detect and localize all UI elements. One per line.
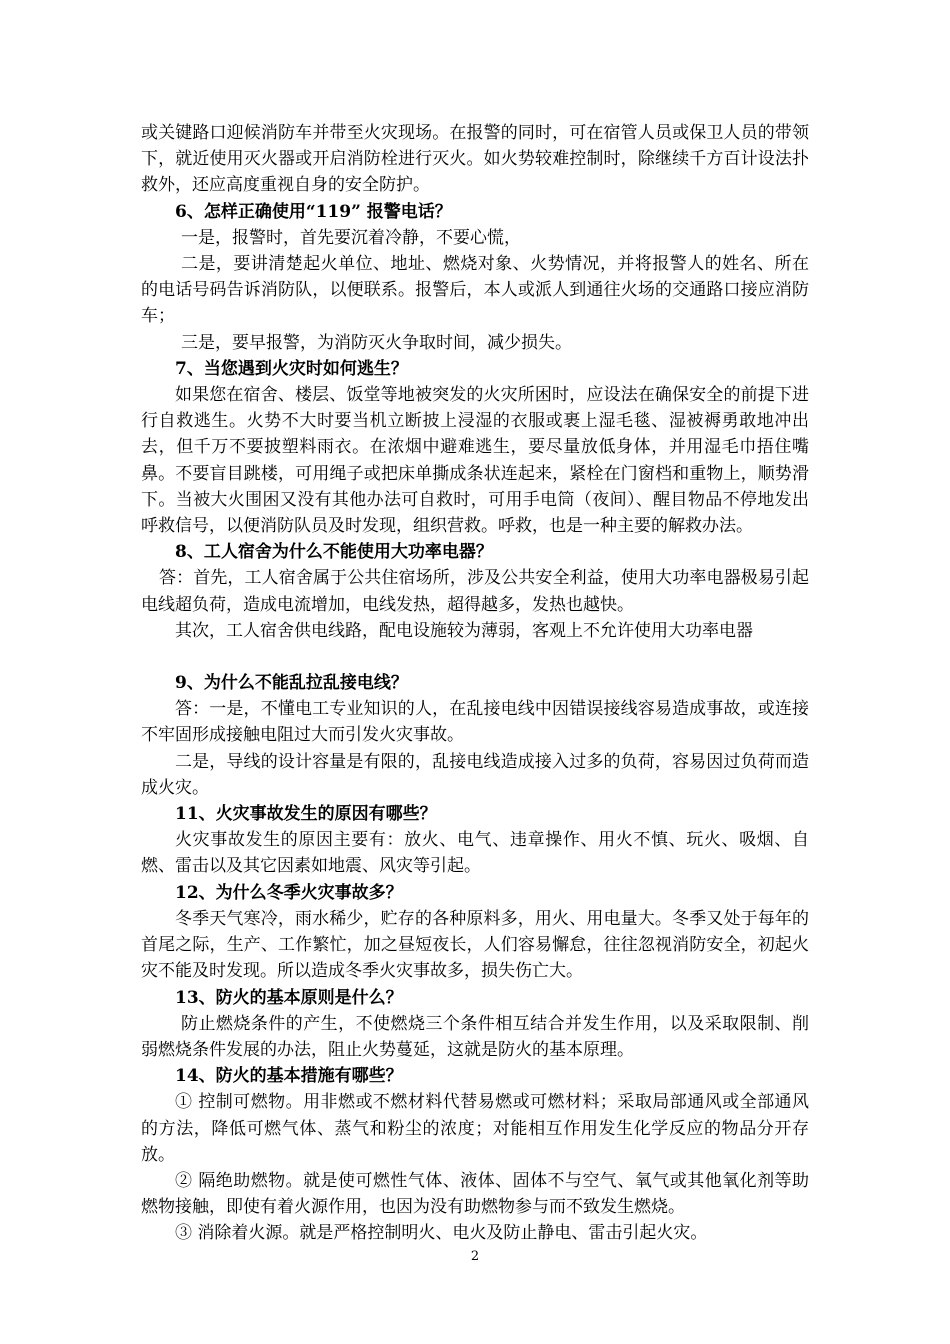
heading-q6: 6、怎样正确使用“119” 报警电话？ bbox=[175, 201, 452, 222]
document-body bbox=[141, 120, 809, 1247]
heading-q13: 13、防火的基本原则是什么？ bbox=[175, 987, 403, 1008]
heading-q12: 12、为什么冬季火灾事故多？ bbox=[175, 882, 403, 903]
list-item: ③ 消除着火源。就是严格控制明火、电火及防止静电、雷击引起火灾。 bbox=[175, 1223, 708, 1244]
heading-q7: 7、当您遇到火灾时如何逃生？ bbox=[175, 358, 408, 379]
paragraph: 一是，报警时，首先要沉着冷静，不要心慌， bbox=[181, 227, 521, 248]
paragraph: 答：一是，不懂电工专业知识的人，在乱接电线中因错误接线容易造成事故，或连接不牢固形成接触电阻过大而引发火灾事故。 bbox=[141, 699, 809, 746]
paragraph-continued: 或关键路口迎候消防车并带至火灾现场。在报警的同时，可在宿管人员或保卫人员的带领下，就近使用灭火器或开启消防栓进行灭火。如火势较难控制时，除继续千方百计设法扑救外，还应高度重视自身的安全防护。 bbox=[141, 123, 809, 196]
heading-q8: 8、工人宿舍为什么不能使用大功率电器？ bbox=[175, 542, 493, 563]
paragraph: 其次，工人宿舍供电线路，配电设施较为薄弱，客观上不允许使用大功率电器 bbox=[175, 620, 753, 641]
paragraph: 防止燃烧条件的产生，不使燃烧三个条件相互结合并发生作用，以及采取限制、削弱燃烧条件发展的办法，阻止火势蔓延，这就是防火的基本原理。 bbox=[141, 1013, 809, 1060]
paragraph: 答：首先，工人宿舍属于公共住宿场所，涉及公共安全利益，使用大功率电器极易引起电线超负荷，造成电流增加，电线发热，超得越多，发热也越快。 bbox=[141, 568, 809, 615]
paragraph: 冬季天气寒冷，雨水稀少，贮存的各种原料多，用火、用电量大。冬季又处于每年的首尾之际，生产、工作繁忙，加之昼短夜长，人们容易懈怠，往往忽视消防安全，初起火灾不能及时发现。所以造成冬季火灾事故多，损失伤亡大。 bbox=[141, 908, 809, 982]
paragraph: 二是，导线的设计容量是有限的，乱接电线造成接入过多的负荷，容易因过负荷而造成火灾。 bbox=[141, 751, 809, 798]
heading-q14: 14、防火的基本措施有哪些？ bbox=[175, 1066, 403, 1087]
paragraph: 三是，要早报警，为消防灭火争取时间，减少损失。 bbox=[181, 332, 572, 353]
blank-line bbox=[141, 644, 809, 670]
paragraph: 火灾事故发生的原因主要有：放火、电气、违章操作、用火不慎、玩火、吸烟、自燃、雷击以及其它因素如地震、风灾等引起。 bbox=[141, 830, 809, 877]
list-item: ② 隔绝助燃物。就是使可燃性气体、液体、固体不与空气、氧气或其他氧化剂等助燃物接触，即使有着火源作用，也因为没有助燃物参与而不致发生燃烧。 bbox=[141, 1170, 809, 1218]
page-number: 2 bbox=[470, 1249, 480, 1264]
paragraph: 如果您在宿舍、楼层、饭堂等地被突发的火灾所困时，应设法在确保安全的前提下进行自救逃生。火势不大时要当机立断披上浸湿的衣服或裹上湿毛毯、湿被褥勇敢地冲出去，但千万不要披塑料雨衣。在浓烟中避难逃生，要尽量放低身体，并用湿毛巾捂住嘴鼻。不要盲目跳楼，可用绳子或把床单撕成条状连起来，紧栓在门窗档和重物上，顺势滑下。当被大火围困又没有其他办法可自救时，可用手电筒（夜间）、醒目物品不停地发出呼救信号，以便消防队员及时发现，组织营救。呼救，也是一种主要的解救办法。 bbox=[141, 385, 809, 537]
heading-q9: 9、为什么不能乱拉乱接电线？ bbox=[175, 673, 408, 694]
list-item: ① 控制可燃物。用非燃或不燃材料代替易燃或可燃材料；采取局部通风或全部通风的方法，降低可燃气体、蒸气和粉尘的浓度；对能相互作用发生化学反应的物品分开存放。 bbox=[141, 1092, 809, 1165]
paragraph: 二是，要讲清楚起火单位、地址、燃烧对象、火势情况，并将报警人的姓名、所在的电话号码告诉消防队，以便联系。报警后，本人或派人到通往火场的交通路口接应消防车； bbox=[141, 254, 809, 327]
heading-q11: 11、火灾事故发生的原因有哪些？ bbox=[175, 804, 437, 825]
